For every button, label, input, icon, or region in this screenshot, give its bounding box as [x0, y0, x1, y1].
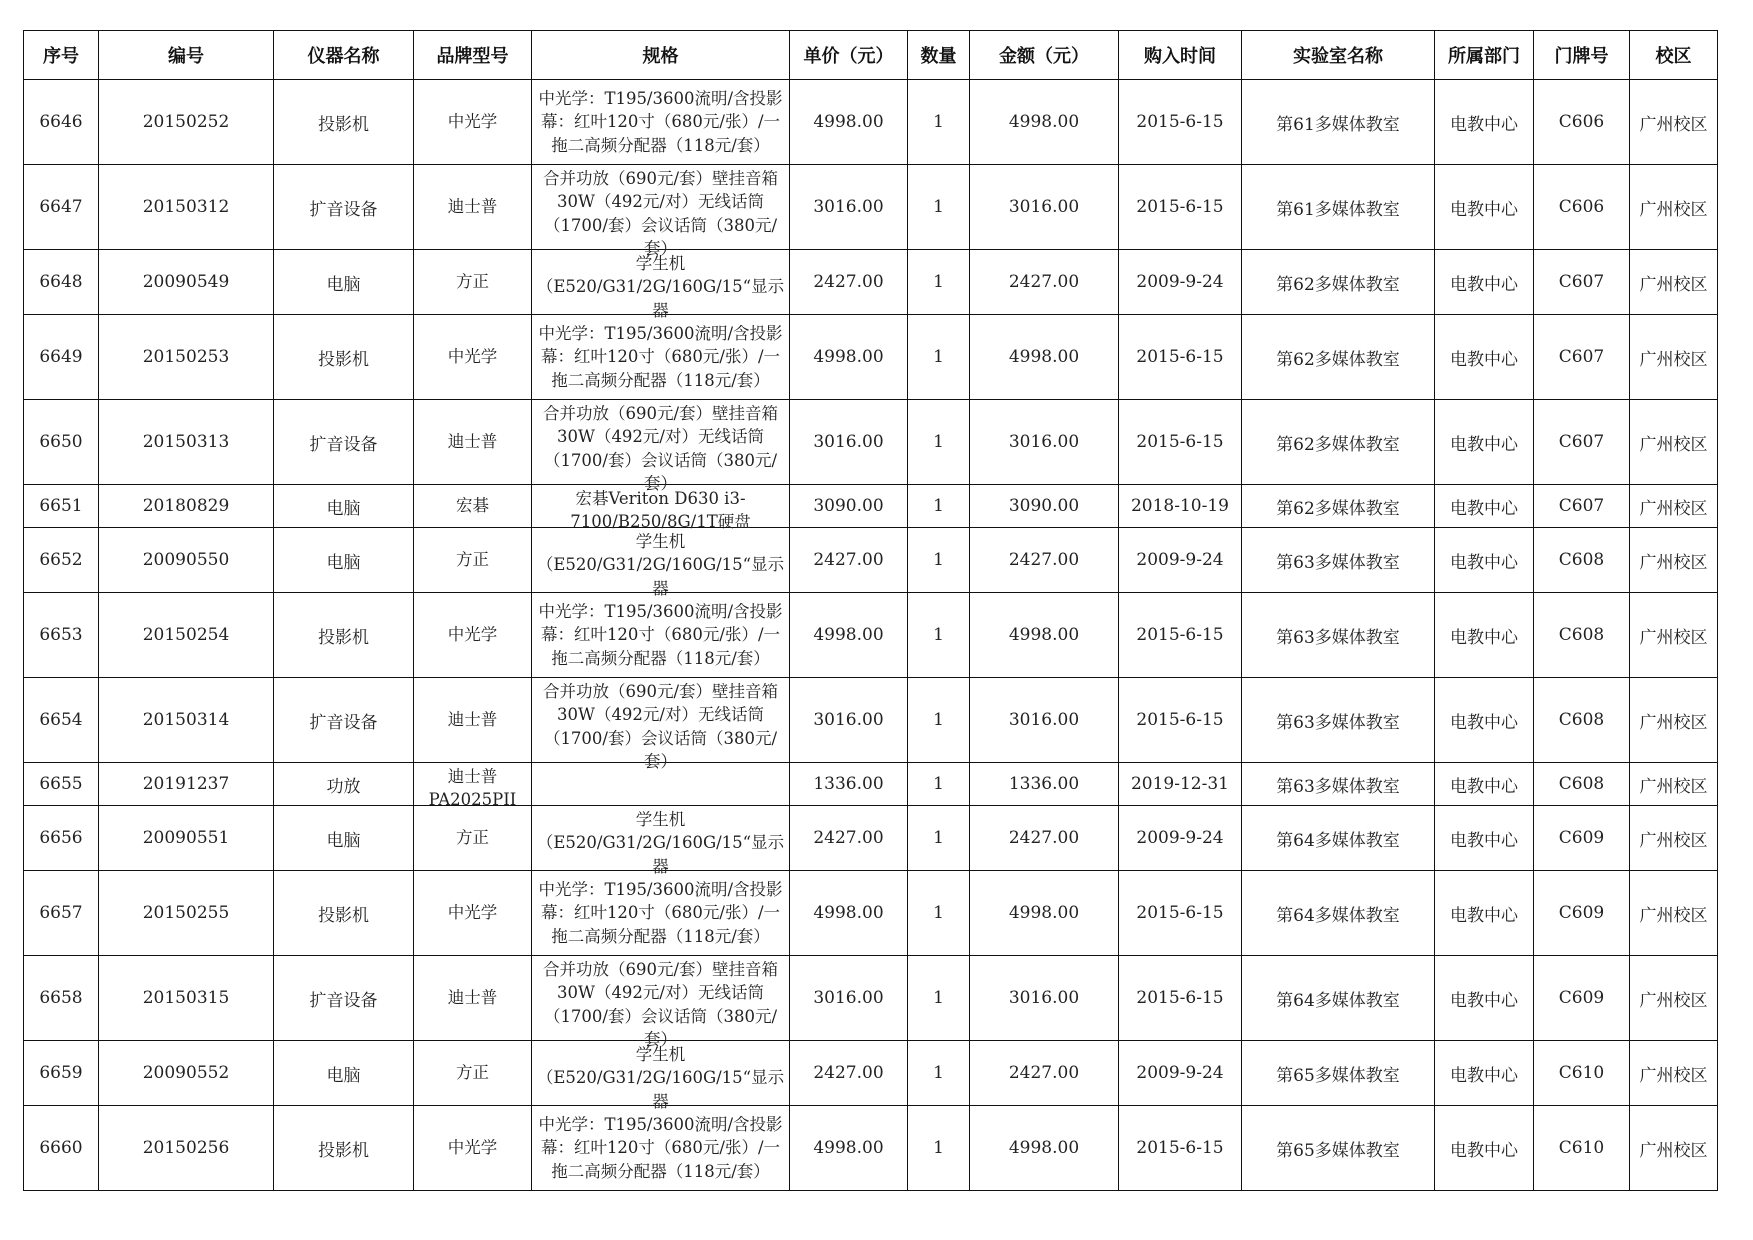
cell-room: C606	[1534, 165, 1630, 250]
cell-amount: 4998.00	[970, 871, 1119, 956]
cell-qty: 1	[908, 1106, 970, 1191]
cell-name: 投影机	[274, 80, 414, 165]
cell-date: 2015-6-15	[1119, 593, 1242, 678]
cell-campus: 广州校区	[1630, 165, 1718, 250]
table-row	[24, 528, 1718, 593]
cell-code: 20150312	[99, 165, 274, 250]
cell-spec	[532, 485, 790, 531]
cell-price: 2427.00	[790, 806, 908, 871]
cell-code: 20090551	[99, 806, 274, 871]
cell-code: 20090550	[99, 528, 274, 593]
table-row	[24, 593, 1718, 678]
cell-campus: 广州校区	[1630, 528, 1718, 593]
cell-qty: 1	[908, 678, 970, 763]
cell-spec-text: 中光学：T195/3600流明/含投影幕：红叶120寸（680元/张）/一拖二高频分配器（118元/套）	[538, 601, 783, 668]
cell-room: C609	[1534, 956, 1630, 1041]
equipment-table	[23, 30, 1718, 1191]
cell-lab: 第61多媒体教室	[1242, 80, 1435, 165]
cell-qty: 1	[908, 1041, 970, 1106]
cell-spec-text: 学生机（E520/G31/2G/160G/15“显示器	[536, 531, 785, 598]
table-row	[24, 871, 1718, 956]
cell-name: 投影机	[274, 593, 414, 678]
cell-dept: 电教中心	[1435, 956, 1534, 1041]
cell-dept: 电教中心	[1435, 678, 1534, 763]
cell-lab: 第64多媒体教室	[1242, 806, 1435, 871]
cell-code: 20150253	[99, 315, 274, 400]
cell-amount: 2427.00	[970, 528, 1119, 593]
cell-spec-text: 中光学：T195/3600流明/含投影幕：红叶120寸（680元/张）/一拖二高频分配器（118元/套）	[538, 879, 783, 946]
cell-brand	[414, 1041, 532, 1106]
cell-amount: 2427.00	[970, 806, 1119, 871]
cell-date: 2019-12-31	[1119, 763, 1242, 806]
table-body	[24, 80, 1718, 1191]
cell-room: C607	[1534, 315, 1630, 400]
cell-spec-text: 中光学：T195/3600流明/含投影幕：红叶120寸（680元/张）/一拖二高频分配器（118元/套）	[538, 323, 783, 390]
cell-amount: 3090.00	[970, 485, 1119, 528]
cell-lab: 第62多媒体教室	[1242, 485, 1435, 528]
table-row	[24, 1106, 1718, 1191]
cell-code: 20150252	[99, 80, 274, 165]
cell-brand-text: 迪士普PA2025PII	[428, 766, 517, 809]
cell-name: 投影机	[274, 1106, 414, 1191]
cell-no: 6647	[24, 165, 99, 250]
cell-room: C610	[1534, 1041, 1630, 1106]
cell-brand	[414, 763, 532, 809]
cell-spec-text: 合并功放（690元/套）壁挂音箱30W（492元/对）无线话筒（1700/套）会议话筒（380元/套）	[542, 681, 779, 771]
cell-date: 2009-9-24	[1119, 806, 1242, 871]
cell-spec	[532, 1106, 790, 1191]
table-row	[24, 678, 1718, 763]
cell-price: 4998.00	[790, 315, 908, 400]
cell-spec-text: 宏碁Veriton D630 i3-7100/B250/8G/1T硬盘	[570, 488, 751, 531]
cell-brand-text: 中光学	[447, 625, 498, 645]
cell-brand	[414, 315, 532, 400]
cell-room: C606	[1534, 80, 1630, 165]
header-cell-no: 序号	[24, 31, 99, 80]
cell-dept: 电教中心	[1435, 593, 1534, 678]
cell-no: 6658	[24, 956, 99, 1041]
cell-campus: 广州校区	[1630, 80, 1718, 165]
cell-code: 20150315	[99, 956, 274, 1041]
header-cell-dept: 所属部门	[1435, 31, 1534, 80]
cell-price: 4998.00	[790, 593, 908, 678]
cell-code: 20191237	[99, 763, 274, 806]
cell-amount: 3016.00	[970, 678, 1119, 763]
cell-code: 20150314	[99, 678, 274, 763]
cell-spec-text: 合并功放（690元/套）壁挂音箱30W（492元/对）无线话筒（1700/套）会议话筒（380元/套）	[542, 168, 779, 258]
cell-brand	[414, 80, 532, 165]
cell-date: 2015-6-15	[1119, 165, 1242, 250]
cell-lab: 第63多媒体教室	[1242, 763, 1435, 806]
cell-dept: 电教中心	[1435, 528, 1534, 593]
cell-room: C610	[1534, 1106, 1630, 1191]
cell-brand	[414, 956, 532, 1041]
cell-qty: 1	[908, 593, 970, 678]
header-row	[24, 31, 1718, 80]
cell-date: 2015-6-15	[1119, 871, 1242, 956]
cell-spec	[532, 678, 790, 771]
cell-lab: 第64多媒体教室	[1242, 956, 1435, 1041]
cell-dept: 电教中心	[1435, 1041, 1534, 1106]
cell-dept: 电教中心	[1435, 400, 1534, 485]
cell-lab: 第62多媒体教室	[1242, 250, 1435, 315]
cell-code: 20150254	[99, 593, 274, 678]
header-cell-qty: 数量	[908, 31, 970, 80]
cell-name: 扩音设备	[274, 956, 414, 1041]
header-cell-price: 单价（元）	[790, 31, 908, 80]
cell-lab: 第65多媒体教室	[1242, 1041, 1435, 1106]
cell-no: 6650	[24, 400, 99, 485]
cell-date: 2015-6-15	[1119, 315, 1242, 400]
cell-qty: 1	[908, 250, 970, 315]
cell-brand-text: 迪士普	[447, 710, 498, 730]
cell-date: 2015-6-15	[1119, 400, 1242, 485]
cell-spec	[532, 956, 790, 1049]
cell-spec-text: 中光学：T195/3600流明/含投影幕：红叶120寸（680元/张）/一拖二高频分配器（118元/套）	[538, 1114, 783, 1181]
table-row	[24, 400, 1718, 485]
cell-spec	[532, 315, 790, 400]
cell-room: C609	[1534, 871, 1630, 956]
cell-code: 20150256	[99, 1106, 274, 1191]
cell-price: 4998.00	[790, 1106, 908, 1191]
cell-price: 3016.00	[790, 678, 908, 763]
cell-date: 2015-6-15	[1119, 956, 1242, 1041]
cell-dept: 电教中心	[1435, 871, 1534, 956]
cell-brand-text: 迪士普	[447, 197, 498, 217]
header-cell-name: 仪器名称	[274, 31, 414, 80]
cell-name: 电脑	[274, 528, 414, 593]
cell-price: 4998.00	[790, 871, 908, 956]
cell-spec-text: 合并功放（690元/套）壁挂音箱30W（492元/对）无线话筒（1700/套）会议话筒（380元/套）	[542, 959, 779, 1049]
cell-room: C608	[1534, 593, 1630, 678]
cell-no: 6653	[24, 593, 99, 678]
cell-spec	[532, 593, 790, 678]
cell-brand	[414, 593, 532, 678]
table-row	[24, 806, 1718, 871]
table-row	[24, 315, 1718, 400]
cell-lab: 第61多媒体教室	[1242, 165, 1435, 250]
cell-amount: 1336.00	[970, 763, 1119, 806]
cell-no: 6649	[24, 315, 99, 400]
cell-qty: 1	[908, 956, 970, 1041]
cell-spec	[532, 400, 790, 493]
table-row	[24, 1041, 1718, 1106]
cell-price: 3016.00	[790, 956, 908, 1041]
cell-brand	[414, 485, 532, 528]
cell-room: C607	[1534, 400, 1630, 485]
cell-campus: 广州校区	[1630, 806, 1718, 871]
cell-brand-text: 方正	[456, 272, 489, 292]
cell-price: 1336.00	[790, 763, 908, 806]
table-row	[24, 165, 1718, 250]
cell-price: 4998.00	[790, 80, 908, 165]
cell-amount: 4998.00	[970, 1106, 1119, 1191]
cell-no: 6651	[24, 485, 99, 528]
cell-amount: 4998.00	[970, 593, 1119, 678]
cell-campus: 广州校区	[1630, 678, 1718, 763]
cell-date: 2015-6-15	[1119, 80, 1242, 165]
cell-campus: 广州校区	[1630, 763, 1718, 806]
cell-room: C608	[1534, 763, 1630, 806]
cell-brand	[414, 165, 532, 250]
cell-spec-text: 学生机（E520/G31/2G/160G/15“显示器	[536, 253, 785, 320]
cell-brand-text: 方正	[456, 828, 489, 848]
cell-dept: 电教中心	[1435, 763, 1534, 806]
cell-lab: 第63多媒体教室	[1242, 678, 1435, 763]
header-cell-room: 门牌号	[1534, 31, 1630, 80]
cell-code: 20150255	[99, 871, 274, 956]
cell-dept: 电教中心	[1435, 315, 1534, 400]
cell-brand-text: 中光学	[447, 1138, 498, 1158]
cell-qty: 1	[908, 485, 970, 528]
cell-qty: 1	[908, 80, 970, 165]
cell-spec	[532, 806, 790, 876]
cell-date: 2018-10-19	[1119, 485, 1242, 528]
cell-no: 6646	[24, 80, 99, 165]
cell-campus: 广州校区	[1630, 956, 1718, 1041]
cell-dept: 电教中心	[1435, 806, 1534, 871]
cell-room: C607	[1534, 485, 1630, 528]
cell-spec	[532, 528, 790, 598]
cell-qty: 1	[908, 400, 970, 485]
cell-name: 投影机	[274, 871, 414, 956]
cell-campus: 广州校区	[1630, 1041, 1718, 1106]
cell-date: 2009-9-24	[1119, 250, 1242, 315]
cell-name: 扩音设备	[274, 400, 414, 485]
cell-brand	[414, 871, 532, 956]
cell-code: 20150313	[99, 400, 274, 485]
cell-price: 3016.00	[790, 165, 908, 250]
cell-code: 20090549	[99, 250, 274, 315]
cell-qty: 1	[908, 165, 970, 250]
cell-name: 电脑	[274, 485, 414, 528]
cell-brand	[414, 528, 532, 593]
cell-date: 2015-6-15	[1119, 678, 1242, 763]
cell-lab: 第64多媒体教室	[1242, 871, 1435, 956]
cell-dept: 电教中心	[1435, 485, 1534, 528]
cell-price: 3090.00	[790, 485, 908, 528]
cell-amount: 3016.00	[970, 956, 1119, 1041]
cell-spec	[532, 250, 790, 320]
cell-amount: 2427.00	[970, 1041, 1119, 1106]
cell-date: 2009-9-24	[1119, 1041, 1242, 1106]
cell-name: 电脑	[274, 806, 414, 871]
cell-campus: 广州校区	[1630, 485, 1718, 528]
cell-spec	[532, 80, 790, 165]
cell-no: 6659	[24, 1041, 99, 1106]
cell-brand	[414, 1106, 532, 1191]
cell-brand-text: 迪士普	[447, 988, 498, 1008]
cell-qty: 1	[908, 806, 970, 871]
cell-campus: 广州校区	[1630, 1106, 1718, 1191]
cell-campus: 广州校区	[1630, 871, 1718, 956]
cell-dept: 电教中心	[1435, 80, 1534, 165]
cell-dept: 电教中心	[1435, 1106, 1534, 1191]
cell-qty: 1	[908, 763, 970, 806]
cell-price: 2427.00	[790, 250, 908, 315]
cell-campus: 广州校区	[1630, 250, 1718, 315]
table-row	[24, 250, 1718, 315]
cell-brand-text: 方正	[456, 1063, 489, 1083]
header-cell-date: 购入时间	[1119, 31, 1242, 80]
cell-brand-text: 宏碁	[456, 496, 489, 516]
cell-brand-text: 中光学	[447, 347, 498, 367]
header-cell-code: 编号	[99, 31, 274, 80]
cell-brand	[414, 400, 532, 485]
cell-brand-text: 中光学	[447, 903, 498, 923]
cell-room: C607	[1534, 250, 1630, 315]
table-row	[24, 763, 1718, 806]
cell-lab: 第65多媒体教室	[1242, 1106, 1435, 1191]
cell-brand	[414, 806, 532, 871]
cell-no: 6660	[24, 1106, 99, 1191]
cell-spec-text: 合并功放（690元/套）壁挂音箱30W（492元/对）无线话筒（1700/套）会议话筒（380元/套）	[542, 403, 779, 493]
cell-brand-text: 中光学	[447, 112, 498, 132]
cell-brand-text: 迪士普	[447, 432, 498, 452]
cell-amount: 4998.00	[970, 315, 1119, 400]
cell-price: 3016.00	[790, 400, 908, 485]
header-cell-lab: 实验室名称	[1242, 31, 1435, 80]
cell-name: 功放	[274, 763, 414, 806]
cell-room: C609	[1534, 806, 1630, 871]
cell-name: 电脑	[274, 1041, 414, 1106]
cell-spec-text: 学生机（E520/G31/2G/160G/15“显示器	[536, 809, 785, 876]
header-cell-amount: 金额（元）	[970, 31, 1119, 80]
cell-spec	[532, 871, 790, 956]
cell-brand-text: 方正	[456, 550, 489, 570]
cell-no: 6655	[24, 763, 99, 806]
cell-spec	[532, 165, 790, 258]
header-cell-campus: 校区	[1630, 31, 1718, 80]
table-row	[24, 956, 1718, 1041]
cell-spec	[532, 1041, 790, 1111]
cell-amount: 2427.00	[970, 250, 1119, 315]
cell-spec-text: 学生机（E520/G31/2G/160G/15“显示器	[536, 1044, 785, 1111]
cell-amount: 3016.00	[970, 400, 1119, 485]
cell-dept: 电教中心	[1435, 165, 1534, 250]
cell-no: 6652	[24, 528, 99, 593]
cell-campus: 广州校区	[1630, 400, 1718, 485]
cell-amount: 3016.00	[970, 165, 1119, 250]
cell-room: C608	[1534, 528, 1630, 593]
cell-lab: 第63多媒体教室	[1242, 593, 1435, 678]
cell-qty: 1	[908, 528, 970, 593]
cell-qty: 1	[908, 871, 970, 956]
cell-brand	[414, 250, 532, 315]
table-row	[24, 80, 1718, 165]
cell-date: 2009-9-24	[1119, 528, 1242, 593]
cell-name: 电脑	[274, 250, 414, 315]
cell-dept: 电教中心	[1435, 250, 1534, 315]
cell-lab: 第62多媒体教室	[1242, 315, 1435, 400]
cell-no: 6648	[24, 250, 99, 315]
cell-no: 6654	[24, 678, 99, 763]
cell-campus: 广州校区	[1630, 315, 1718, 400]
cell-spec-text: 中光学：T195/3600流明/含投影幕：红叶120寸（680元/张）/一拖二高频分配器（118元/套）	[538, 88, 783, 155]
cell-name: 投影机	[274, 315, 414, 400]
cell-amount: 4998.00	[970, 80, 1119, 165]
cell-code: 20180829	[99, 485, 274, 528]
cell-brand	[414, 678, 532, 763]
cell-price: 2427.00	[790, 528, 908, 593]
cell-name: 扩音设备	[274, 678, 414, 763]
cell-date: 2015-6-15	[1119, 1106, 1242, 1191]
cell-no: 6656	[24, 806, 99, 871]
cell-room: C608	[1534, 678, 1630, 763]
cell-lab: 第63多媒体教室	[1242, 528, 1435, 593]
cell-campus: 广州校区	[1630, 593, 1718, 678]
cell-no: 6657	[24, 871, 99, 956]
table-row	[24, 485, 1718, 528]
cell-price: 2427.00	[790, 1041, 908, 1106]
header-cell-spec: 规格	[532, 31, 790, 80]
cell-code: 20090552	[99, 1041, 274, 1106]
header-cell-brand: 品牌型号	[414, 31, 532, 80]
cell-name: 扩音设备	[274, 165, 414, 250]
cell-lab: 第62多媒体教室	[1242, 400, 1435, 485]
cell-qty: 1	[908, 315, 970, 400]
